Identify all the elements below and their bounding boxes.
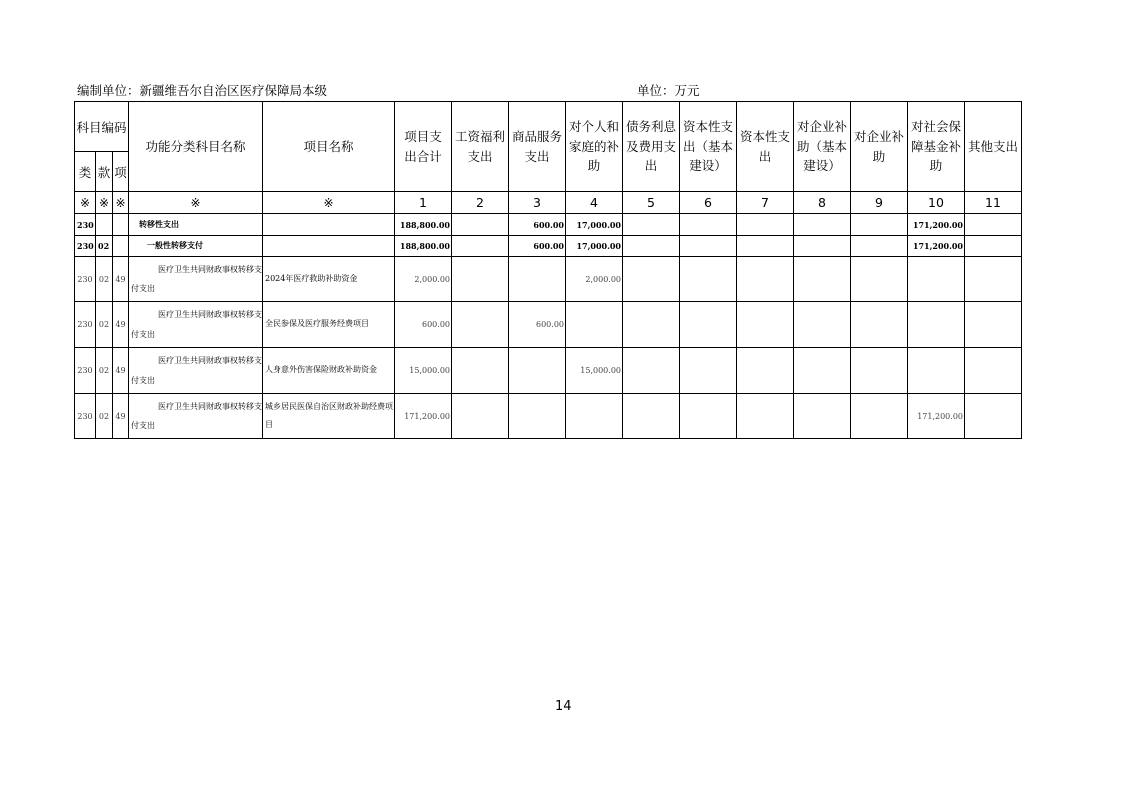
col4-header: 对个人和家庭的补助 <box>566 102 623 192</box>
value-cell <box>623 236 680 257</box>
col-index: 7 <box>737 192 794 214</box>
col-index: 9 <box>851 192 908 214</box>
value-cell <box>851 236 908 257</box>
proj-name-cell <box>263 236 395 257</box>
value-cell <box>452 302 509 348</box>
lei-cell: 230 <box>75 348 96 394</box>
value-cell <box>794 302 851 348</box>
value-cell <box>737 394 794 439</box>
header-row-1 <box>75 102 1022 152</box>
col7-header: 资本性支出 <box>737 102 794 192</box>
proj-name-cell: 人身意外伤害保险财政补助资金 <box>263 348 395 394</box>
value-cell <box>737 257 794 302</box>
proj-name-header: 项目名称 <box>263 102 395 192</box>
value-cell: 17,000.00 <box>566 236 623 257</box>
func-name-cell: 医疗卫生共同财政事权转移支付支出 <box>129 257 263 302</box>
value-cell: 15,000.00 <box>395 348 452 394</box>
value-cell <box>965 236 1022 257</box>
subject-code-header: 科目编码 <box>75 102 129 152</box>
lei-cell: 230 <box>75 214 96 236</box>
func-name-cell: 医疗卫生共同财政事权转移支付支出 <box>129 394 263 439</box>
value-cell <box>680 236 737 257</box>
value-cell <box>509 348 566 394</box>
col-index: 2 <box>452 192 509 214</box>
value-cell <box>851 394 908 439</box>
col-index: 6 <box>680 192 737 214</box>
value-cell: 600.00 <box>509 236 566 257</box>
value-cell <box>794 236 851 257</box>
col2-header: 工资福利支出 <box>452 102 509 192</box>
table-row <box>75 302 1022 348</box>
value-cell <box>851 214 908 236</box>
value-cell <box>623 394 680 439</box>
value-cell <box>680 394 737 439</box>
xiang-header: 项 <box>113 152 129 192</box>
xiang-cell: 49 <box>113 302 129 348</box>
mark-cell: ※ <box>75 192 96 214</box>
value-cell: 171,200.00 <box>908 236 965 257</box>
value-cell <box>908 348 965 394</box>
col3-header: 商品服务支出 <box>509 102 566 192</box>
xiang-cell <box>113 236 129 257</box>
value-cell: 2,000.00 <box>566 257 623 302</box>
kuan-cell: 02 <box>96 394 113 439</box>
mark-cell: ※ <box>129 192 263 214</box>
xiang-cell: 49 <box>113 394 129 439</box>
col5-header: 债务利息及费用支出 <box>623 102 680 192</box>
value-cell <box>794 257 851 302</box>
value-cell <box>623 302 680 348</box>
table-row <box>75 236 1022 257</box>
func-name-cell: 一般性转移支付 <box>129 236 263 257</box>
value-cell <box>509 257 566 302</box>
value-cell <box>452 257 509 302</box>
value-cell <box>965 394 1022 439</box>
value-cell <box>851 257 908 302</box>
table-row <box>75 214 1022 236</box>
kuan-header: 款 <box>96 152 113 192</box>
value-cell <box>965 302 1022 348</box>
mark-cell: ※ <box>113 192 129 214</box>
value-cell <box>965 257 1022 302</box>
currency-unit: 单位：万元 <box>637 83 700 98</box>
value-cell <box>794 394 851 439</box>
value-cell <box>680 302 737 348</box>
value-cell: 600.00 <box>509 302 566 348</box>
col-index: 11 <box>965 192 1022 214</box>
value-cell: 15,000.00 <box>566 348 623 394</box>
value-cell: 171,200.00 <box>395 394 452 439</box>
value-cell: 171,200.00 <box>908 214 965 236</box>
table-row <box>75 394 1022 439</box>
proj-name-cell: 全民参保及医疗服务经费项目 <box>263 302 395 348</box>
value-cell <box>623 214 680 236</box>
col-index: 1 <box>395 192 452 214</box>
kuan-cell <box>96 214 113 236</box>
value-cell <box>566 394 623 439</box>
col-index: 8 <box>794 192 851 214</box>
func-name-cell: 医疗卫生共同财政事权转移支付支出 <box>129 348 263 394</box>
col9-header: 对企业补助 <box>851 102 908 192</box>
value-cell <box>965 214 1022 236</box>
value-cell <box>680 214 737 236</box>
value-cell <box>566 302 623 348</box>
value-cell: 171,200.00 <box>908 394 965 439</box>
value-cell <box>680 348 737 394</box>
value-cell: 188,800.00 <box>395 236 452 257</box>
value-cell <box>737 302 794 348</box>
kuan-cell: 02 <box>96 348 113 394</box>
value-cell <box>851 302 908 348</box>
kuan-cell: 02 <box>96 302 113 348</box>
value-cell: 600.00 <box>509 214 566 236</box>
value-cell: 2,000.00 <box>395 257 452 302</box>
col1-header: 项目支出合计 <box>395 102 452 192</box>
compiling-unit: 编制单位：新疆维吾尔自治区医疗保障局本级 <box>77 83 328 98</box>
xiang-cell <box>113 214 129 236</box>
col8-header: 对企业补助（基本建设） <box>794 102 851 192</box>
table-row <box>75 257 1022 302</box>
lei-cell: 230 <box>75 257 96 302</box>
value-cell <box>737 348 794 394</box>
value-cell: 600.00 <box>395 302 452 348</box>
col-index: 10 <box>908 192 965 214</box>
value-cell <box>794 348 851 394</box>
func-name-cell: 转移性支出 <box>129 214 263 236</box>
proj-name-cell <box>263 214 395 236</box>
value-cell <box>737 236 794 257</box>
table-row <box>75 348 1022 394</box>
proj-name-cell: 城乡居民医保自治区财政补助经费项目 <box>263 394 395 439</box>
col-index: 3 <box>509 192 566 214</box>
lei-header: 类 <box>75 152 96 192</box>
mark-cell: ※ <box>263 192 395 214</box>
value-cell: 188,800.00 <box>395 214 452 236</box>
value-cell <box>452 394 509 439</box>
value-cell <box>680 257 737 302</box>
value-cell <box>908 257 965 302</box>
xiang-cell: 49 <box>113 348 129 394</box>
expenditure-table <box>74 101 1022 439</box>
kuan-cell: 02 <box>96 236 113 257</box>
value-cell <box>623 257 680 302</box>
lei-cell: 230 <box>75 394 96 439</box>
value-cell <box>452 236 509 257</box>
value-cell <box>908 302 965 348</box>
page-number: 14 <box>555 699 572 714</box>
lei-cell: 230 <box>75 302 96 348</box>
value-cell <box>851 348 908 394</box>
func-name-header: 功能分类科目名称 <box>129 102 263 192</box>
mark-cell: ※ <box>96 192 113 214</box>
xiang-cell: 49 <box>113 257 129 302</box>
kuan-cell: 02 <box>96 257 113 302</box>
value-cell <box>509 394 566 439</box>
col10-header: 对社会保障基金补助 <box>908 102 965 192</box>
func-name-cell: 医疗卫生共同财政事权转移支付支出 <box>129 302 263 348</box>
lei-cell: 230 <box>75 236 96 257</box>
col-index: 5 <box>623 192 680 214</box>
value-cell <box>965 348 1022 394</box>
value-cell <box>452 348 509 394</box>
value-cell <box>623 348 680 394</box>
index-row <box>75 192 1022 214</box>
col11-header: 其他支出 <box>965 102 1022 192</box>
col6-header: 资本性支出（基本建设） <box>680 102 737 192</box>
value-cell: 17,000.00 <box>566 214 623 236</box>
col-index: 4 <box>566 192 623 214</box>
proj-name-cell: 2024年医疗救助补助资金 <box>263 257 395 302</box>
value-cell <box>737 214 794 236</box>
value-cell <box>794 214 851 236</box>
value-cell <box>452 214 509 236</box>
